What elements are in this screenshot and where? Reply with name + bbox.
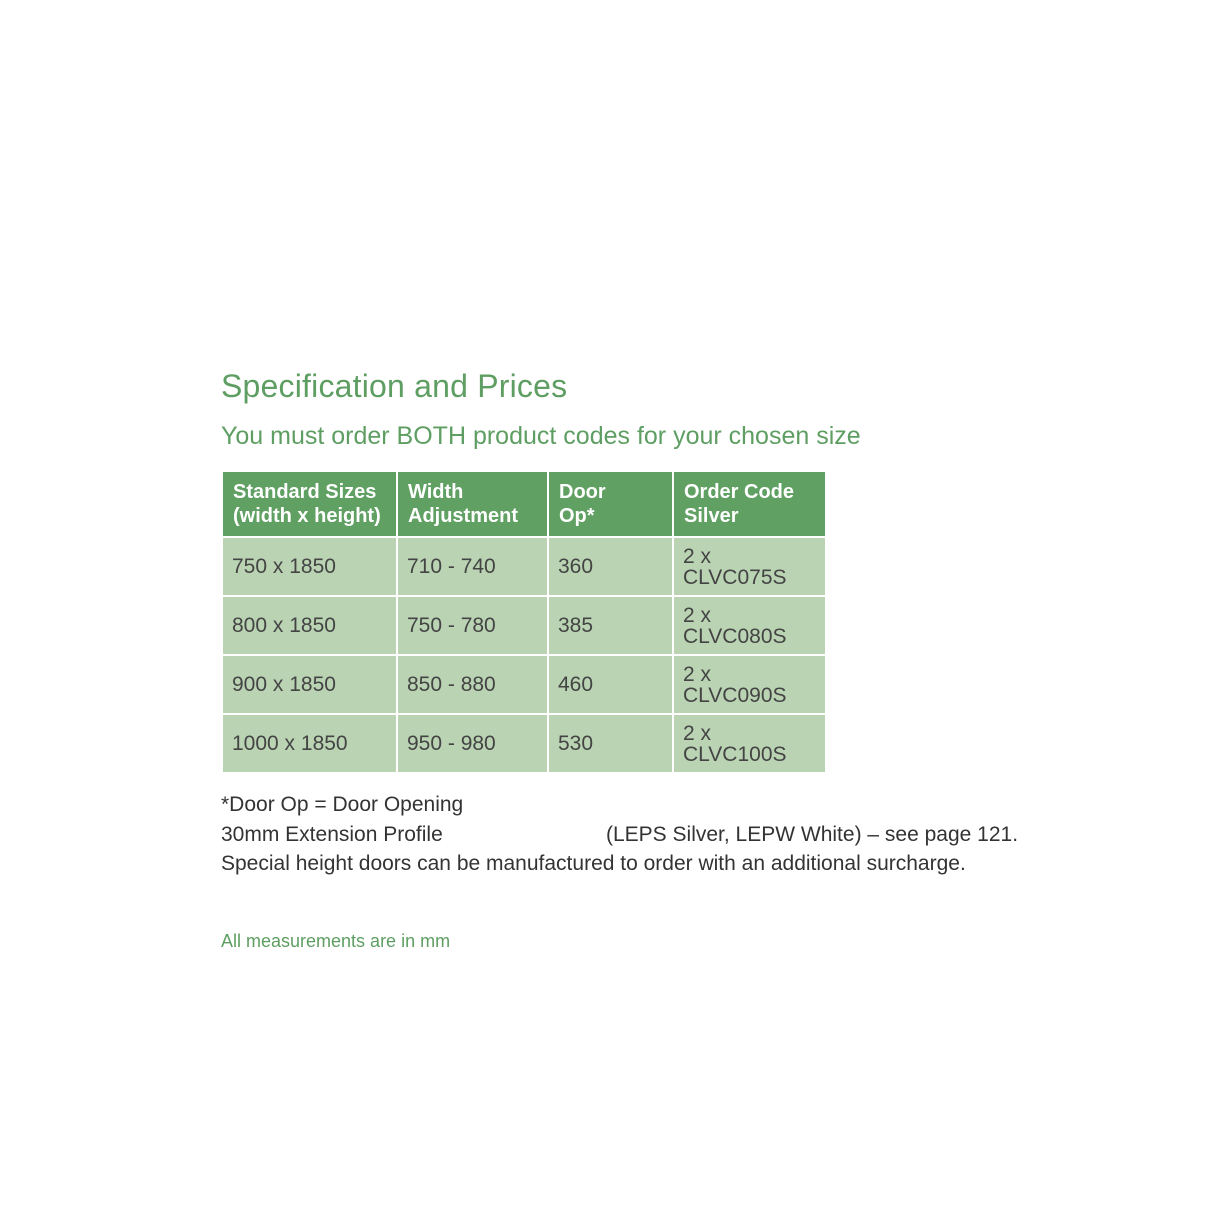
cell-door-op: 360 [548, 537, 673, 596]
cell-size: 800 x 1850 [222, 596, 397, 655]
cell-order-code: 2 x CLVC075S [673, 537, 826, 596]
notes-block [221, 790, 1019, 879]
extension-profile-detail: (LEPS Silver, LEPW White) – see page 121. [606, 822, 1019, 846]
cell-door-op: 530 [548, 714, 673, 773]
cell-width-adjustment: 950 - 980 [397, 714, 548, 773]
cell-width-adjustment: 710 - 740 [397, 537, 548, 596]
door-op-note: *Door Op = Door Opening [221, 793, 464, 816]
cell-size: 750 x 1850 [222, 537, 397, 596]
table-row [222, 596, 826, 655]
header-width-adjustment: Width Adjustment [397, 471, 548, 537]
table-row [222, 655, 826, 714]
special-height-note: Special height doors can be manufactured to order with an additional surcharge. [221, 852, 966, 875]
spec-section [221, 362, 1019, 953]
cell-size: 1000 x 1850 [222, 714, 397, 773]
cell-size: 900 x 1850 [222, 655, 397, 714]
cell-order-code: 2 x CLVC090S [673, 655, 826, 714]
cell-width-adjustment: 750 - 780 [397, 596, 548, 655]
cell-door-op: 385 [548, 596, 673, 655]
cell-width-adjustment: 850 - 880 [397, 655, 548, 714]
cell-order-code: 2 x CLVC100S [673, 714, 826, 773]
table-header-row [222, 471, 826, 537]
cell-order-code: 2 x CLVC080S [673, 596, 826, 655]
extension-profile-label: 30mm Extension Profile [221, 822, 443, 846]
cell-door-op: 460 [548, 655, 673, 714]
measurements-footnote: All measurements are in mm [221, 930, 451, 951]
table-row [222, 714, 826, 773]
page-title: Specification and Prices [221, 368, 568, 404]
header-order-code: Order Code Silver [673, 471, 826, 537]
table-row [222, 537, 826, 596]
header-standard-sizes: Standard Sizes (width x height) [222, 471, 397, 537]
page-subtitle: You must order BOTH product codes for your chosen size [221, 422, 861, 450]
extension-profile-note [221, 820, 1019, 850]
header-door-op: Door Op* [548, 471, 673, 537]
spec-table [221, 470, 827, 774]
